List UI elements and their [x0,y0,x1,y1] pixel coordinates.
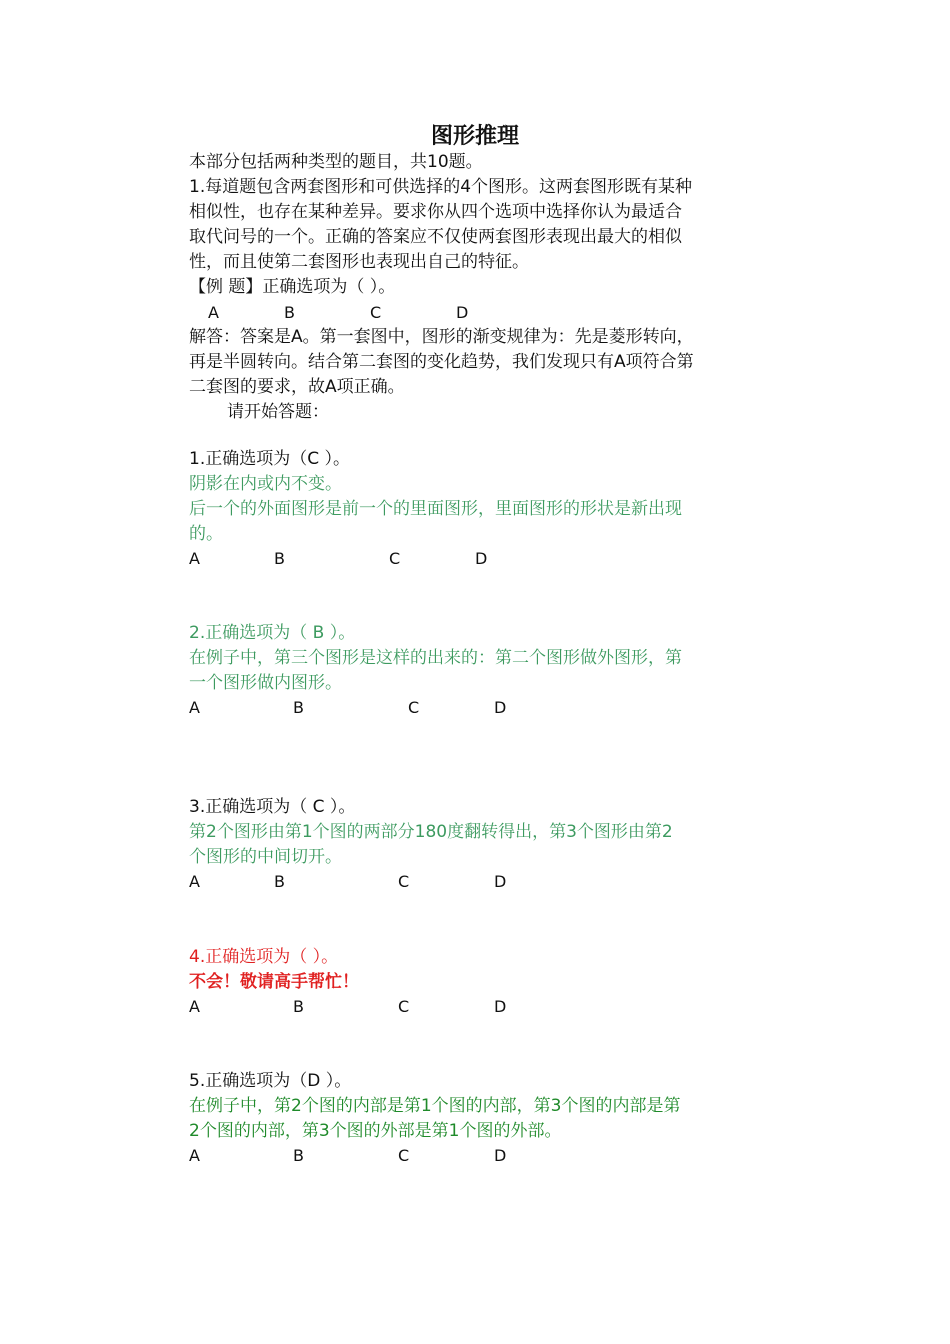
question-5-option-c: C [398,1146,410,1165]
intro-line: 性，而且使第二套图形也表现出自己的特征。 [189,252,529,272]
question-2-option-d: D [494,698,507,717]
example-answer: 二套图的要求，故A项正确。 [189,377,405,397]
example-option-d: D [456,303,469,322]
question-1-option-b: B [274,549,285,568]
question-2-option-c: C [408,698,420,717]
question-1-option-c: C [389,549,401,568]
question-5-prompt: 5.正确选项为（D ）。 [189,1071,352,1091]
question-3-option-d: D [494,872,507,891]
question-3-option-a: A [189,872,200,891]
question-1-prompt: 1.正确选项为（C ）。 [189,449,350,469]
question-2-prompt: 2.正确选项为（ B ）。 [189,623,356,643]
question-2-option-b: B [293,698,304,717]
question-2-option-a: A [189,698,200,717]
question-1-note: 的。 [189,524,223,544]
question-3-note: 第2个图形由第1个图的两部分180度翻转得出，第3个图形由第2 [189,822,673,842]
start-instruction: 请开始答题： [227,402,329,422]
question-5-option-b: B [293,1146,304,1165]
question-3-prompt: 3.正确选项为（ C ）。 [189,797,356,817]
question-1-note: 阴影在内或内不变。 [189,474,342,494]
question-4-option-a: A [189,997,200,1016]
example-option-c: C [370,303,382,322]
question-1-option-a: A [189,549,200,568]
example-prompt: 【例 题】正确选项为（ ）。 [189,277,396,297]
question-5-note: 在例子中，第2个图的内部是第1个图的内部，第3个图的内部是第 [189,1096,681,1116]
question-5-option-d: D [494,1146,507,1165]
question-3-option-b: B [274,872,285,891]
question-4-option-b: B [293,997,304,1016]
question-1-option-d: D [475,549,488,568]
example-answer: 解答：答案是A。第一套图中，图形的渐变规律为：先是菱形转向， [189,327,694,347]
question-3-note: 个图形的中间切开。 [189,847,342,867]
question-4-prompt: 4.正确选项为（ ）。 [189,947,339,967]
question-2-note: 一个图形做内图形。 [189,673,342,693]
question-3-option-c: C [398,872,410,891]
question-4-note: 不会！敬请高手帮忙！ [189,972,359,992]
intro-line: 1.每道题包含两套图形和可供选择的4个图形。这两套图形既有某种 [189,177,693,197]
example-option-a: A [208,303,219,322]
question-1-note: 后一个的外面图形是前一个的里面图形，里面图形的形状是新出现 [189,499,682,519]
intro-line: 相似性，也存在某种差异。要求你从四个选项中选择你认为最适合 [189,202,682,222]
page-title: 图形推理 [430,124,519,149]
question-5-note: 2个图的内部，第3个图的外部是第1个图的外部。 [189,1121,562,1141]
example-answer: 再是半圆转向。结合第二套图的变化趋势，我们发现只有A项符合第 [189,352,694,372]
intro-line: 取代问号的一个。正确的答案应不仅使两套图形表现出最大的相似 [189,227,682,247]
question-4-option-d: D [494,997,507,1016]
question-4-option-c: C [398,997,410,1016]
question-2-note: 在例子中，第三个图形是这样的出来的：第二个图形做外图形，第 [189,648,682,668]
example-option-b: B [284,303,295,322]
question-5-option-a: A [189,1146,200,1165]
intro-line: 本部分包括两种类型的题目，共10题。 [189,152,483,172]
